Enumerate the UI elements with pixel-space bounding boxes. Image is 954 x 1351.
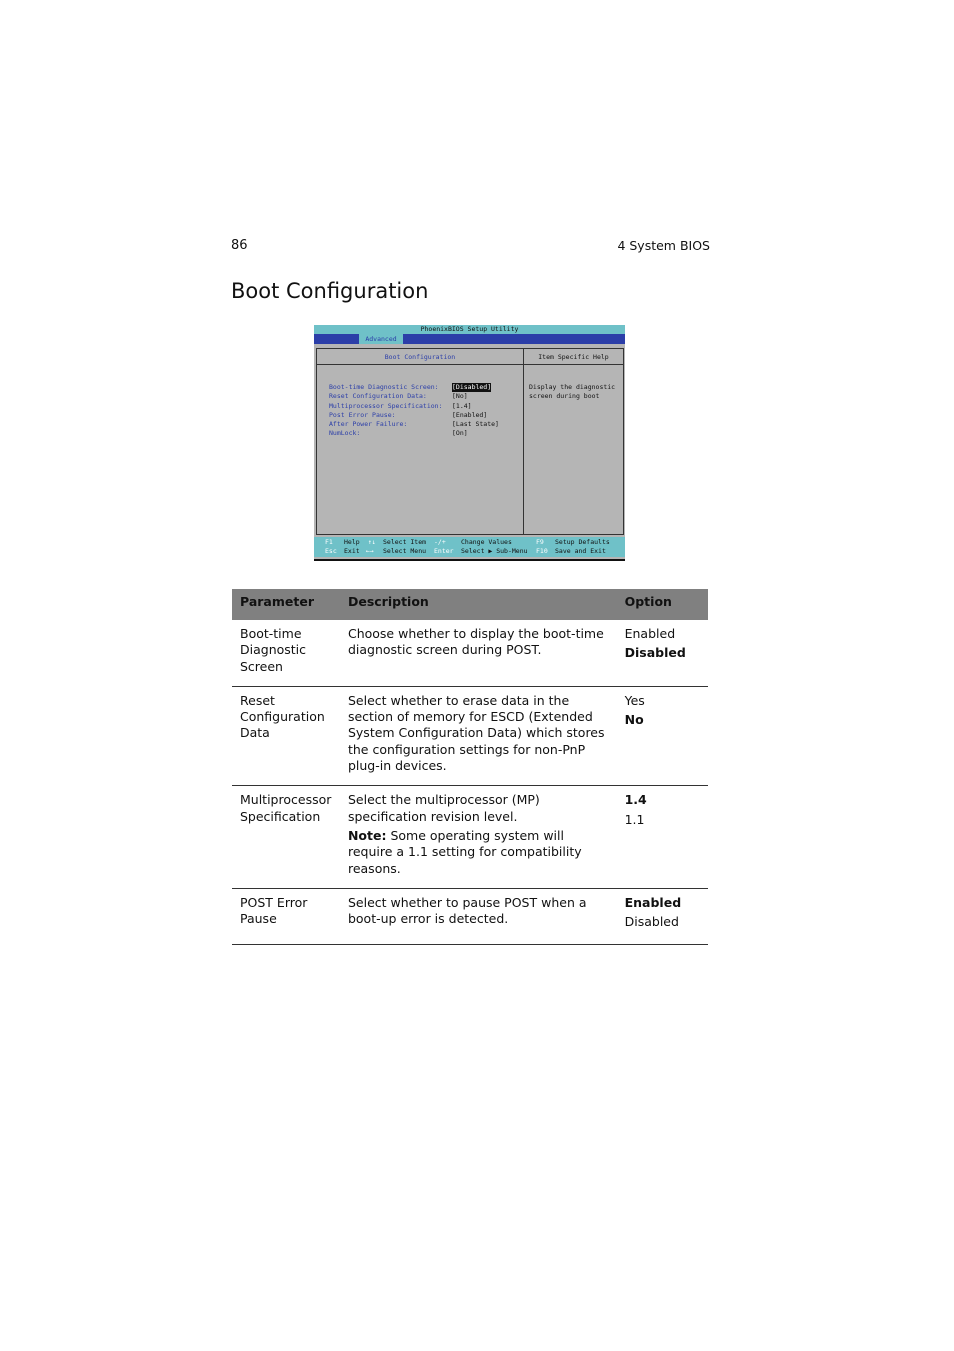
- column-header-description: Description: [340, 589, 617, 620]
- bios-screenshot: [314, 325, 625, 561]
- note-text: Some operating system will require a 1.1 setting for compatibility reasons.: [347, 827, 582, 876]
- bios-help-pane: [523, 348, 624, 535]
- bios-key-desc: Help: [344, 538, 360, 546]
- bios-key-desc: Select Menu: [383, 547, 427, 555]
- note-label: Note:: [347, 827, 387, 843]
- bios-key: -/+: [434, 538, 446, 546]
- bios-setting-label: Boot-time Diagnostic Screen:: [329, 383, 439, 391]
- option-default: Enabled: [624, 894, 682, 910]
- column-header-parameter: Parameter: [232, 589, 340, 620]
- option-cell: [617, 786, 708, 888]
- bios-setting-label: After Power Failure:: [329, 420, 408, 429]
- bios-setting-row[interactable]: [329, 429, 519, 438]
- table-row: [232, 888, 708, 945]
- bios-main-heading: Boot Configuration: [317, 349, 523, 365]
- bios-key-desc: Select ▶ Sub-Menu: [461, 547, 528, 555]
- parameter-cell: POST Error Pause: [232, 888, 340, 945]
- bios-footer: [314, 537, 625, 557]
- option-default: Disabled: [624, 645, 686, 661]
- parameter-cell: Multiprocessor Specification: [232, 786, 340, 888]
- bios-key-desc: Setup Defaults: [555, 538, 610, 546]
- bios-setting-label: Multiprocessor Specification:: [329, 401, 443, 410]
- option-default: 1.4: [624, 792, 647, 808]
- bios-setting-value[interactable]: [Disabled]: [452, 383, 492, 391]
- chapter-title: 4 System BIOS: [617, 238, 710, 253]
- table-row: [232, 786, 708, 888]
- bios-help-line: screen during boot: [529, 392, 600, 401]
- bios-settings-list: [329, 383, 519, 439]
- table-header-row: [232, 589, 708, 620]
- bios-tab-advanced[interactable]: Advanced: [359, 334, 403, 344]
- column-header-option: Option: [617, 589, 708, 620]
- bios-title: PhoenixBIOS Setup Utility: [314, 325, 625, 334]
- bios-key: ↑↓: [368, 538, 376, 546]
- description-note: [348, 828, 609, 877]
- parameter-cell: Reset Configuration Data: [232, 686, 340, 785]
- bios-setting-row[interactable]: [329, 411, 519, 420]
- bios-setting-value[interactable]: [Enabled]: [452, 410, 488, 419]
- bios-key-desc: Change Values: [461, 538, 512, 546]
- bios-setting-value[interactable]: [1.4]: [452, 401, 472, 410]
- bios-setting-value[interactable]: [Last State]: [452, 420, 499, 429]
- table-row: [232, 686, 708, 785]
- bios-key: F1: [325, 538, 333, 546]
- bios-help-text: [529, 383, 615, 402]
- bios-menubar: [314, 334, 625, 344]
- option-value: 1.1: [624, 811, 645, 827]
- description-cell: Select whether to pause POST when a boot-up error is detected.: [340, 888, 617, 945]
- bios-key: ←→: [366, 547, 374, 555]
- description-cell: Choose whether to display the boot-time diagnostic screen during POST.: [340, 620, 617, 686]
- bios-key: Esc: [325, 547, 337, 555]
- parameter-table: [232, 589, 708, 945]
- option-cell: [617, 888, 708, 945]
- bios-key: F10: [536, 547, 548, 555]
- option-cell: [617, 620, 708, 686]
- option-value: Enabled: [624, 626, 676, 641]
- description-text: Select the multiprocessor (MP) specification revision level.: [347, 792, 540, 824]
- bios-setting-row[interactable]: [329, 402, 519, 411]
- bios-setting-row[interactable]: [329, 383, 519, 392]
- table-row: [232, 620, 708, 686]
- parameter-cell: Boot-time Diagnostic Screen: [232, 620, 340, 686]
- bios-setting-row[interactable]: [329, 392, 519, 401]
- bios-key-desc: Exit: [344, 547, 360, 555]
- option-value: Yes: [624, 692, 645, 708]
- bios-setting-label: NumLock:: [329, 429, 361, 438]
- option-default: No: [624, 712, 644, 728]
- option-cell: [617, 686, 708, 785]
- description-cell: [340, 786, 617, 888]
- bios-setting-row[interactable]: [329, 420, 519, 429]
- bios-setting-label: Reset Configuration Data:: [329, 392, 427, 401]
- bios-help-heading: Item Specific Help: [524, 349, 623, 365]
- bios-key: Enter: [434, 547, 454, 555]
- bios-setting-label: Post Error Pause:: [329, 410, 396, 419]
- bios-help-line: Display the diagnostic: [529, 383, 616, 391]
- bios-setting-value[interactable]: [No]: [452, 392, 468, 401]
- section-title: Boot Configuration: [231, 279, 429, 303]
- bios-main-pane: [316, 348, 524, 535]
- bios-key-desc: Save and Exit: [555, 547, 606, 555]
- bios-key-desc: Select Item: [383, 538, 427, 546]
- page-number: 86: [231, 238, 248, 253]
- option-value: Disabled: [624, 914, 679, 930]
- bios-setting-value[interactable]: [On]: [452, 429, 468, 438]
- description-cell: Select whether to erase data in the section of memory for ESCD (Extended System Configuration Data) which stores the configuration settings for non-PnP plug-in devices.: [340, 686, 617, 785]
- bios-footer-row-2: [314, 546, 625, 556]
- bios-key: F9: [536, 538, 544, 546]
